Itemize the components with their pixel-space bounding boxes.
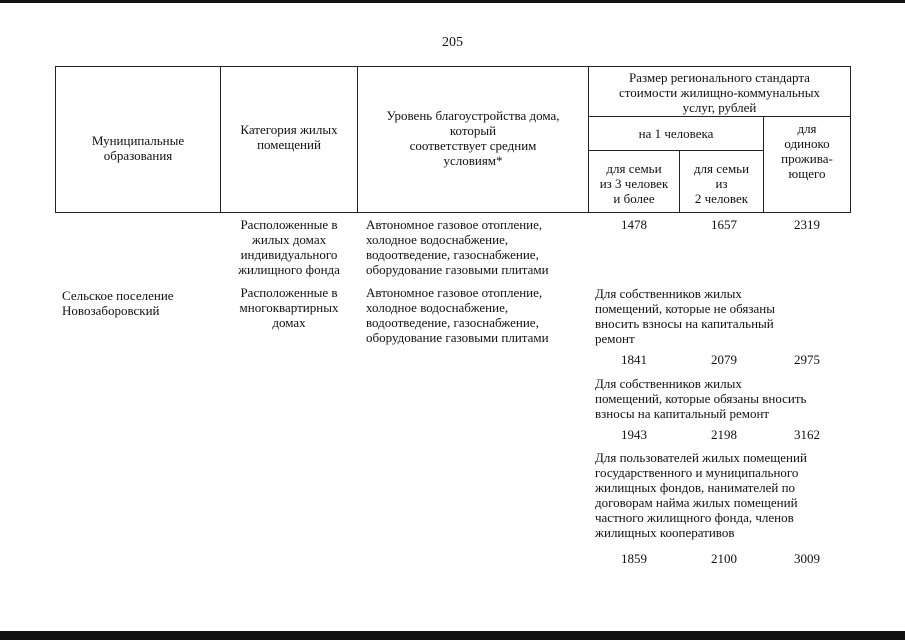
header-family2: для семьи из 2 человек: [693, 161, 750, 206]
value-single-group3: 3009: [794, 551, 820, 566]
value-family2-group2: 2198: [711, 427, 737, 442]
amenities-apartment: Автономное газовое отопление, холодное водоснабжение, водоотведение, газоснабжение, оборудование газовыми плитами: [366, 285, 549, 345]
value-family3-group2: 1943: [621, 427, 647, 442]
group1-description: Для собственников жилых помещений, которые не обязаны вносить взносы на капитальный ремонт: [595, 286, 775, 346]
value-family2-group3: 2100: [711, 551, 737, 566]
category-apartment: Расположенные в многоквартирных домах: [239, 285, 339, 330]
page-number: 205: [442, 35, 463, 50]
header-family3: для семьи из 3 человек и более: [599, 161, 669, 206]
header-standard: Размер регионального стандарта стоимости жилищно-коммунальных услуг, рублей: [619, 70, 820, 115]
value-single-row1: 2319: [794, 217, 820, 232]
value-family3-group3: 1859: [621, 551, 647, 566]
municipality-name: Сельское поселение Новозаборовский: [62, 288, 174, 318]
header-category: Категория жилых помещений: [240, 122, 338, 152]
bottom-bar: [0, 631, 905, 640]
value-family2-group1: 2079: [711, 352, 737, 367]
group3-description: Для пользователей жилых помещений государственного и муниципального жилищных фондов, нанимателей по договорам найма жилых помещений частного жилищного фонда, членов жилищных кооперативов: [595, 450, 807, 540]
value-single-group2: 3162: [794, 427, 820, 442]
group2-description: Для собственников жилых помещений, которые обязаны вносить взносы на капитальный ремонт: [595, 376, 807, 421]
category-individual: Расположенные в жилых домах индивидуального жилищного фонда: [238, 217, 340, 277]
header-per-person: на 1 человека: [638, 126, 714, 141]
value-family2-row1: 1657: [711, 217, 737, 232]
header-amenities: Уровень благоустройства дома, который соответствует средним условиям*: [386, 108, 560, 168]
value-family3-row1: 1478: [621, 217, 647, 232]
header-municipality: Муниципальные образования: [91, 133, 185, 163]
amenities-individual: Автономное газовое отопление, холодное водоснабжение, водоотведение, газоснабжение, оборудование газовыми плитами: [366, 217, 549, 277]
header-single: для одиноко прожива- ющего: [781, 121, 833, 181]
value-single-group1: 2975: [794, 352, 820, 367]
value-family3-group1: 1841: [621, 352, 647, 367]
top-rule: [0, 0, 905, 3]
